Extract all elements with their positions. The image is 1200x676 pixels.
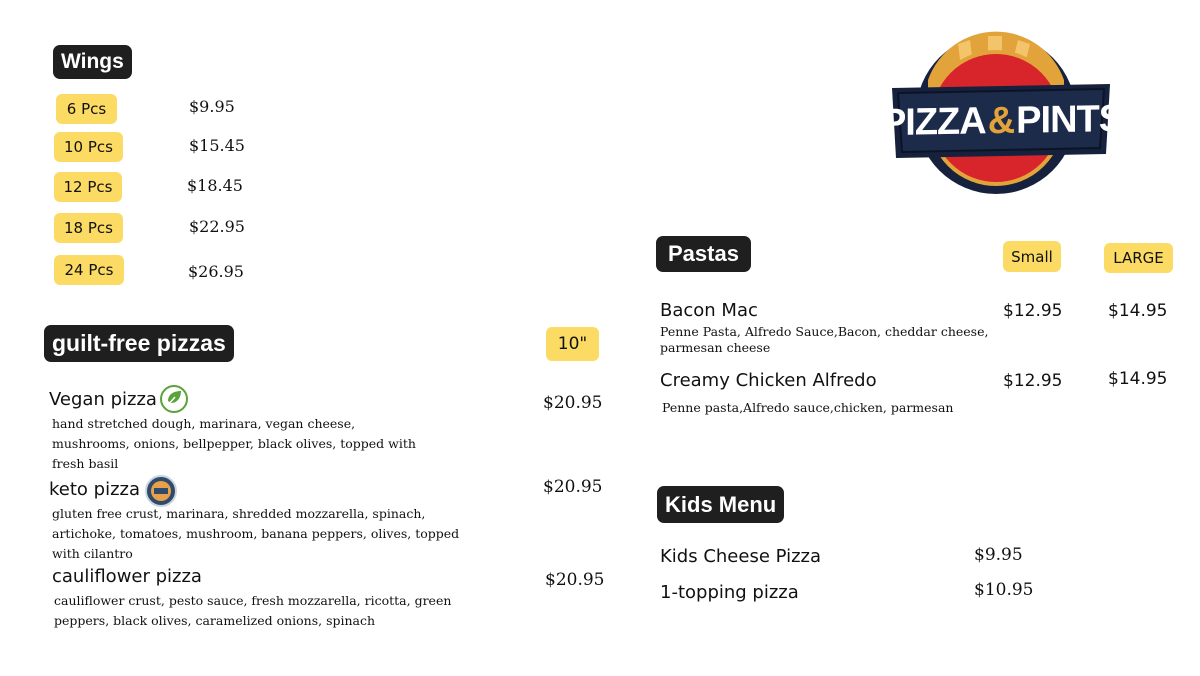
kids-cheese-pizza-name: Kids Cheese Pizza <box>660 546 822 567</box>
leaf-icon <box>162 387 186 411</box>
wings-price-18: $22.95 <box>189 217 245 236</box>
cauliflower-pizza-price: $20.95 <box>545 570 605 590</box>
keto-pizza-name: keto pizza <box>49 479 141 500</box>
keto-diet-icon <box>150 480 172 502</box>
wings-size-10: 10 Pcs <box>54 132 123 162</box>
creamy-chicken-alfredo-name: Creamy Chicken Alfredo <box>660 370 877 391</box>
vegan-pizza-desc-line-3: fresh basil <box>52 456 119 471</box>
pizza-size-header: 10" <box>546 327 599 361</box>
bacon-mac-large-price: $14.95 <box>1108 301 1168 321</box>
wings-size-6: 6 Pcs <box>56 94 117 124</box>
pasta-small-header: Small <box>1003 241 1061 272</box>
kids-cheese-pizza-price: $9.95 <box>974 545 1023 565</box>
creamy-chicken-alfredo-small-price: $12.95 <box>1003 371 1063 391</box>
keto-badge-icon <box>145 475 177 507</box>
keto-pizza-desc-line-1: gluten free crust, marinara, shredded mozzarella, spinach, <box>52 506 426 521</box>
creamy-chicken-alfredo-desc: Penne pasta,Alfredo sauce,chicken, parmesan <box>662 400 954 415</box>
one-topping-pizza-name: 1-topping pizza <box>660 582 799 603</box>
vegan-pizza-desc-line-1: hand stretched dough, marinara, vegan cheese, <box>52 416 356 431</box>
wings-size-18: 18 Pcs <box>54 213 123 243</box>
wings-price-6: $9.95 <box>189 97 235 116</box>
wings-size-24: 24 Pcs <box>54 255 124 285</box>
bacon-mac-desc-line-2: parmesan cheese <box>660 340 771 355</box>
creamy-chicken-alfredo-large-price: $14.95 <box>1108 369 1168 389</box>
wings-price-10: $15.45 <box>189 136 245 155</box>
cauliflower-pizza-desc-line-1: cauliflower crust, pesto sauce, fresh mozzarella, ricotta, green <box>54 593 452 608</box>
one-topping-pizza-price: $10.95 <box>974 580 1034 600</box>
keto-pizza-desc-line-2: artichoke, tomatoes, mushroom, banana peppers, olives, topped <box>52 526 460 541</box>
keto-pizza-desc-line-3: with cilantro <box>52 546 133 561</box>
cauliflower-pizza-name: cauliflower pizza <box>52 566 202 587</box>
pizzas-section-title: guilt-free pizzas <box>44 325 234 362</box>
wings-section-title: Wings <box>53 45 132 79</box>
wings-price-12: $18.45 <box>187 176 243 195</box>
vegan-pizza-desc-line-2: mushrooms, onions, bellpepper, black olives, topped with <box>52 436 416 451</box>
logo-text-pints: PINTS <box>1016 97 1124 142</box>
logo-text-ampersand: & <box>987 99 1015 142</box>
bacon-mac-desc-line-1: Penne Pasta, Alfredo Sauce,Bacon, cheddar cheese, <box>660 324 989 339</box>
cauliflower-pizza-desc-line-2: peppers, black olives, caramelized onions, spinach <box>54 613 376 628</box>
logo-text-pizza: PIZZA <box>880 99 986 144</box>
vegan-pizza-price: $20.95 <box>543 393 603 413</box>
wings-size-12: 12 Pcs <box>54 172 122 202</box>
kids-menu-section-title: Kids Menu <box>657 486 784 523</box>
vegan-pizza-name: Vegan pizza <box>49 389 157 410</box>
pastas-section-title: Pastas <box>656 236 751 272</box>
pasta-large-header: LARGE <box>1104 243 1173 273</box>
vegan-badge-icon <box>160 385 188 413</box>
bacon-mac-name: Bacon Mac <box>660 300 758 321</box>
pizza-and-pints-logo <box>880 30 1124 200</box>
keto-pizza-price: $20.95 <box>543 477 603 497</box>
wings-price-24: $26.95 <box>188 262 244 281</box>
bacon-mac-small-price: $12.95 <box>1003 301 1063 321</box>
